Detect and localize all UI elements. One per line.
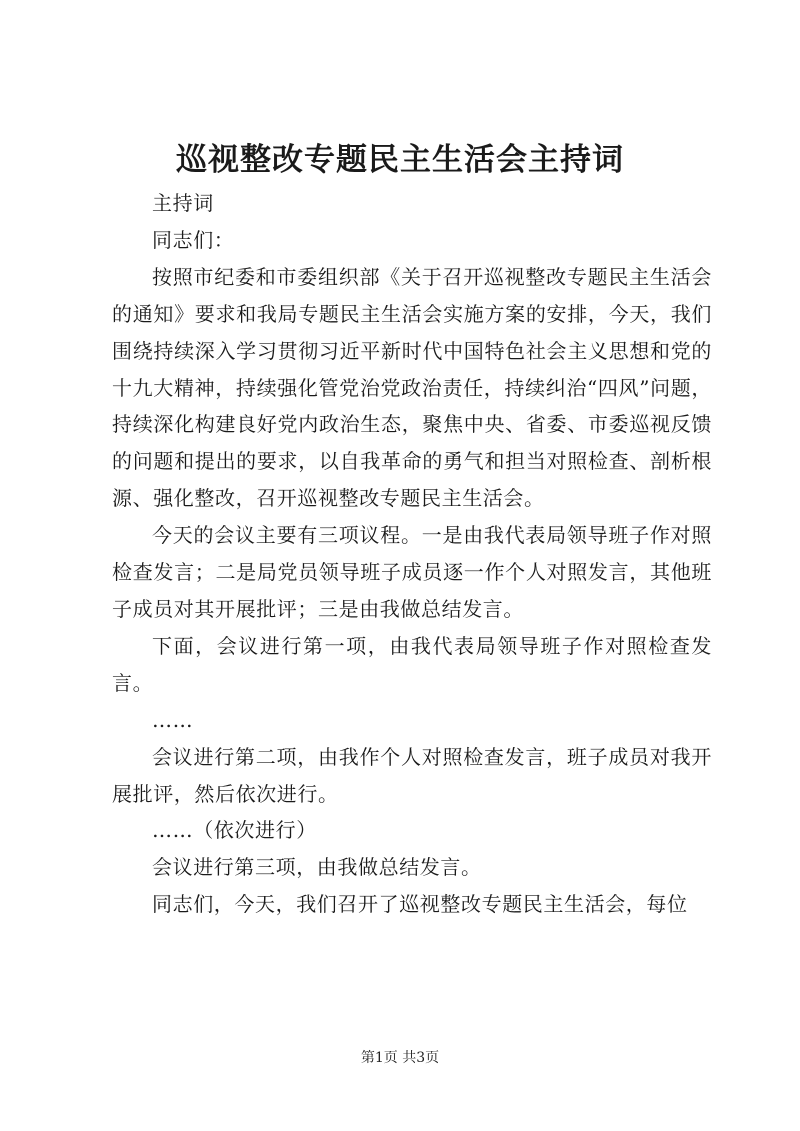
document-title: 巡视整改专题民主生活会主持词 bbox=[176, 142, 624, 178]
paragraph-heading-label: 主持词 bbox=[152, 191, 214, 215]
paragraph-agenda: 今天的会议主要有三项议程。一是由我代表局领导班子作对照检查发言；二是局党员领导班子成员逐一作个人对照发言，其他班子成员对其开展批评；三是由我做总结发言。 bbox=[112, 523, 712, 621]
paragraph-item-three: 会议进行第三项，由我做总结发言。 bbox=[152, 855, 482, 880]
paragraph-ellipsis: …… bbox=[152, 707, 194, 732]
paragraph-closing: 同志们，今天，我们召开了巡视整改专题民主生活会，每位 bbox=[152, 892, 688, 917]
document-body bbox=[112, 185, 712, 923]
paragraph-item-two: 会议进行第二项，由我作个人对照检查发言，班子成员对我开展批评，然后依次进行。 bbox=[112, 744, 712, 806]
paragraph-salutation: 同志们： bbox=[152, 227, 235, 252]
paragraph-in-turn: ……（依次进行） bbox=[152, 818, 317, 843]
paragraph-item-one: 下面，会议进行第一项，由我代表局领导班子作对照检查发言。 bbox=[112, 633, 712, 695]
paragraph-background: 按照市纪委和市委组织部《关于召开巡视整改专题民主生活会的通知》要求和我局专题民主生活会实施方案的安排，今天，我们围绕持续深入学习贯彻习近平新时代中国特色社会主义思想和党的十九大精神，持续强化管党治党政治责任，持续纠治“四风”问题，持续深化构建良好党内政治生态，聚焦中央、省委、市委巡视反馈的问题和提出的要求，以自我革命的勇气和担当对照检查、剖析根源、强化整改，召开巡视整改专题民主生活会。 bbox=[112, 264, 712, 511]
page-footer: 第1页 共3页 bbox=[360, 1050, 440, 1066]
